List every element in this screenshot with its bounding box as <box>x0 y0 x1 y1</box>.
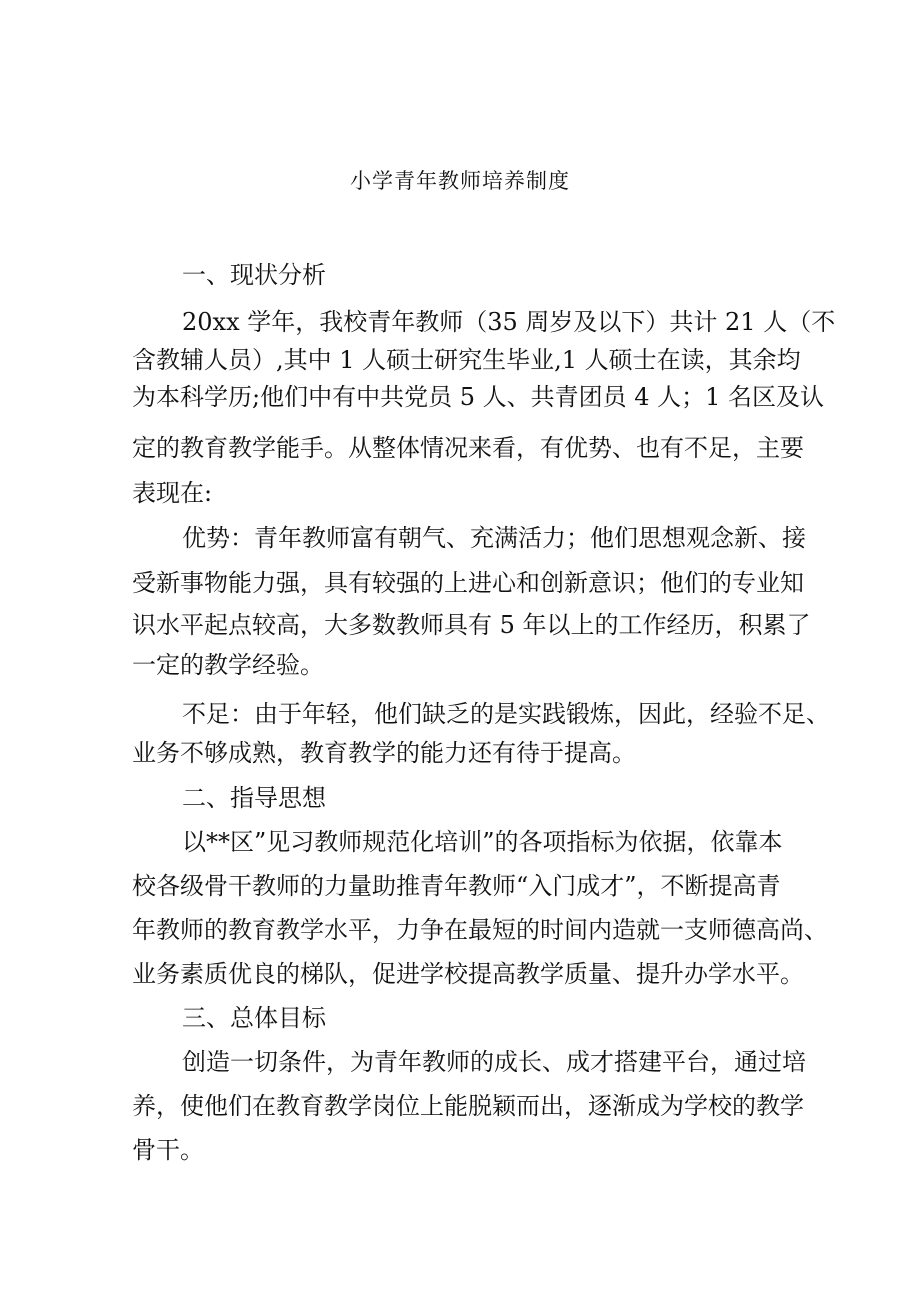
paragraph-line: 识水平起点较高，大多数教师具有 5 年以上的工作经历，积累了 <box>132 611 811 639</box>
paragraph-line: 不足：由于年轻，他们缺乏的是实践锻炼，因此，经验不足、 <box>182 700 830 728</box>
paragraph-line: 业务素质优良的梯队，促进学校提高教学质量、提升办学水平。 <box>132 960 804 988</box>
paragraph-line: 为本科学历;他们中有中共党员 5 人、共青团员 4 人；1 名区及认 <box>132 383 825 411</box>
paragraph-line: 含教辅人员）,其中 1 人硕士研究生毕业,1 人硕士在读，其余均 <box>132 346 801 374</box>
paragraph-line: 优势：青年教师富有朝气、充满活力；他们思想观念新、接 <box>182 524 806 552</box>
document-title: 小学青年教师培养制度 <box>350 169 570 193</box>
paragraph-line: 受新事物能力强，具有较强的上进心和创新意识；他们的专业知 <box>132 569 804 597</box>
paragraph-line: 定的教育教学能手。从整体情况来看，有优势、也有不足，主要 <box>132 434 804 462</box>
paragraph-line: 校各级骨干教师的力量助推青年教师“入门成才”，不断提高青 <box>132 872 781 900</box>
paragraph-line: 骨干。 <box>132 1136 204 1164</box>
paragraph-line: 创造一切条件，为青年教师的成长、成才搭建平台，通过培 <box>182 1048 806 1076</box>
paragraph-line: 20xx 学年，我校青年教师（35 周岁及以下）共计 21 人（不 <box>182 308 836 336</box>
section-heading-1: 一、现状分析 <box>182 261 326 289</box>
paragraph-line: 年教师的教育教学水平，力争在最短的时间内造就一支师德高尚、 <box>132 916 828 944</box>
paragraph-line: 业务不够成熟，教育教学的能力还有待于提高。 <box>132 739 636 767</box>
section-heading-3: 三、总体目标 <box>182 1004 326 1032</box>
paragraph-line: 养，使他们在教育教学岗位上能脱颖而出，逐渐成为学校的教学 <box>132 1092 804 1120</box>
section-heading-2: 二、指导思想 <box>182 784 326 812</box>
paragraph-line: 一定的教学经验。 <box>132 651 324 679</box>
paragraph-line: 表现在: <box>132 479 213 507</box>
paragraph-line: 以**区”见习教师规范化培训”的各项指标为依据，依靠本 <box>182 828 783 856</box>
